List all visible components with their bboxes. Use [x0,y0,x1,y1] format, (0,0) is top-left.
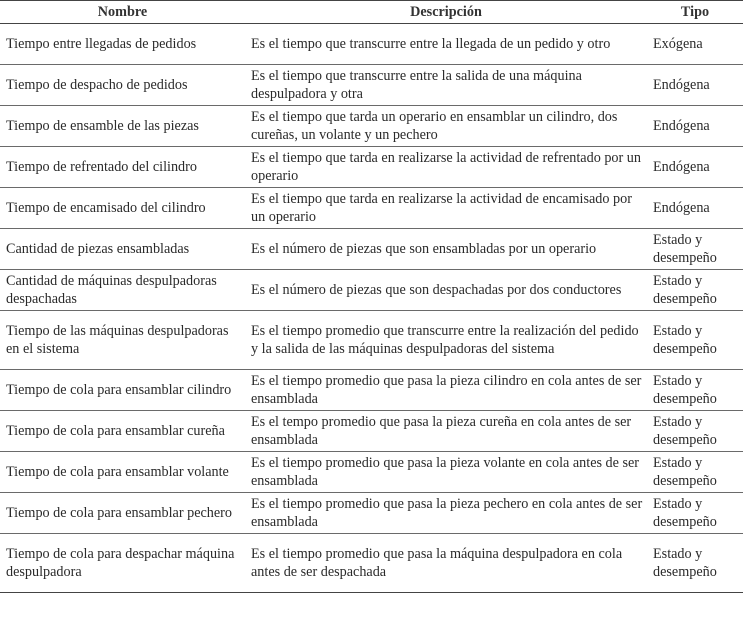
cell-nombre: Tiempo de encamisado del cilindro [0,188,245,229]
cell-nombre: Tiempo entre llegadas de pedidos [0,24,245,65]
cell-tipo: Estado y desempeño [647,411,743,452]
cell-nombre: Tiempo de cola para ensamblar pechero [0,493,245,534]
cell-descripcion: Es el tiempo promedio que pasa la pieza volante en cola antes de ser ensamblada [245,452,647,493]
table-row [0,229,743,270]
cell-tipo: Estado y desempeño [647,270,743,311]
cell-nombre: Tiempo de ensamble de las piezas [0,106,245,147]
table-row [0,311,743,370]
table-row [0,188,743,229]
table-row [0,534,743,593]
cell-nombre: Tiempo de refrentado del cilindro [0,147,245,188]
header-tipo: Tipo [647,1,743,24]
table-row [0,411,743,452]
cell-nombre: Tiempo de las máquinas despulpadoras en el sistema [0,311,245,370]
cell-nombre: Tiempo de cola para ensamblar cilindro [0,370,245,411]
cell-nombre: Tiempo de despacho de pedidos [0,65,245,106]
cell-descripcion: Es el tiempo que tarda en realizarse la actividad de refrentado por un operario [245,147,647,188]
cell-tipo: Endógena [647,65,743,106]
cell-nombre: Cantidad de máquinas despulpadoras despachadas [0,270,245,311]
cell-descripcion: Es el tiempo que tarda un operario en ensamblar un cilindro, dos cureñas, un volante y un pechero [245,106,647,147]
table-row [0,493,743,534]
cell-descripcion: Es el tiempo que transcurre entre la llegada de un pedido y otro [245,24,647,65]
table-row [0,106,743,147]
cell-nombre: Tiempo de cola para ensamblar cureña [0,411,245,452]
table-row [0,24,743,65]
table-row [0,452,743,493]
cell-descripcion: Es el número de piezas que son ensambladas por un operario [245,229,647,270]
cell-descripcion: Es el tiempo que transcurre entre la salida de una máquina despulpadora y otra [245,65,647,106]
cell-descripcion: Es el tiempo promedio que pasa la máquina despulpadora en cola antes de ser despachada [245,534,647,593]
cell-tipo: Exógena [647,24,743,65]
table-row [0,370,743,411]
table-row [0,270,743,311]
cell-tipo: Estado y desempeño [647,534,743,593]
cell-nombre: Cantidad de piezas ensambladas [0,229,245,270]
cell-descripcion: Es el tiempo promedio que pasa la pieza pechero en cola antes de ser ensamblada [245,493,647,534]
cell-tipo: Estado y desempeño [647,370,743,411]
cell-descripcion: Es el tiempo que tarda en realizarse la actividad de encamisado por un operario [245,188,647,229]
cell-tipo: Endógena [647,188,743,229]
cell-descripcion: Es el número de piezas que son despachadas por dos conductores [245,270,647,311]
table-row [0,147,743,188]
cell-tipo: Endógena [647,106,743,147]
cell-nombre: Tiempo de cola para despachar máquina despulpadora [0,534,245,593]
cell-descripcion: Es el tempo promedio que pasa la pieza cureña en cola antes de ser ensamblada [245,411,647,452]
cell-tipo: Estado y desempeño [647,493,743,534]
header-nombre: Nombre [0,1,245,24]
cell-tipo: Estado y desempeño [647,229,743,270]
cell-tipo: Estado y desempeño [647,452,743,493]
cell-descripcion: Es el tiempo promedio que pasa la pieza cilindro en cola antes de ser ensamblada [245,370,647,411]
cell-tipo: Endógena [647,147,743,188]
table-row [0,65,743,106]
header-row [0,1,743,24]
header-descripcion: Descripción [245,1,647,24]
cell-tipo: Estado y desempeño [647,311,743,370]
cell-nombre: Tiempo de cola para ensamblar volante [0,452,245,493]
cell-descripcion: Es el tiempo promedio que transcurre entre la realización del pedido y la salida de las máquinas despulpadoras del sistema [245,311,647,370]
